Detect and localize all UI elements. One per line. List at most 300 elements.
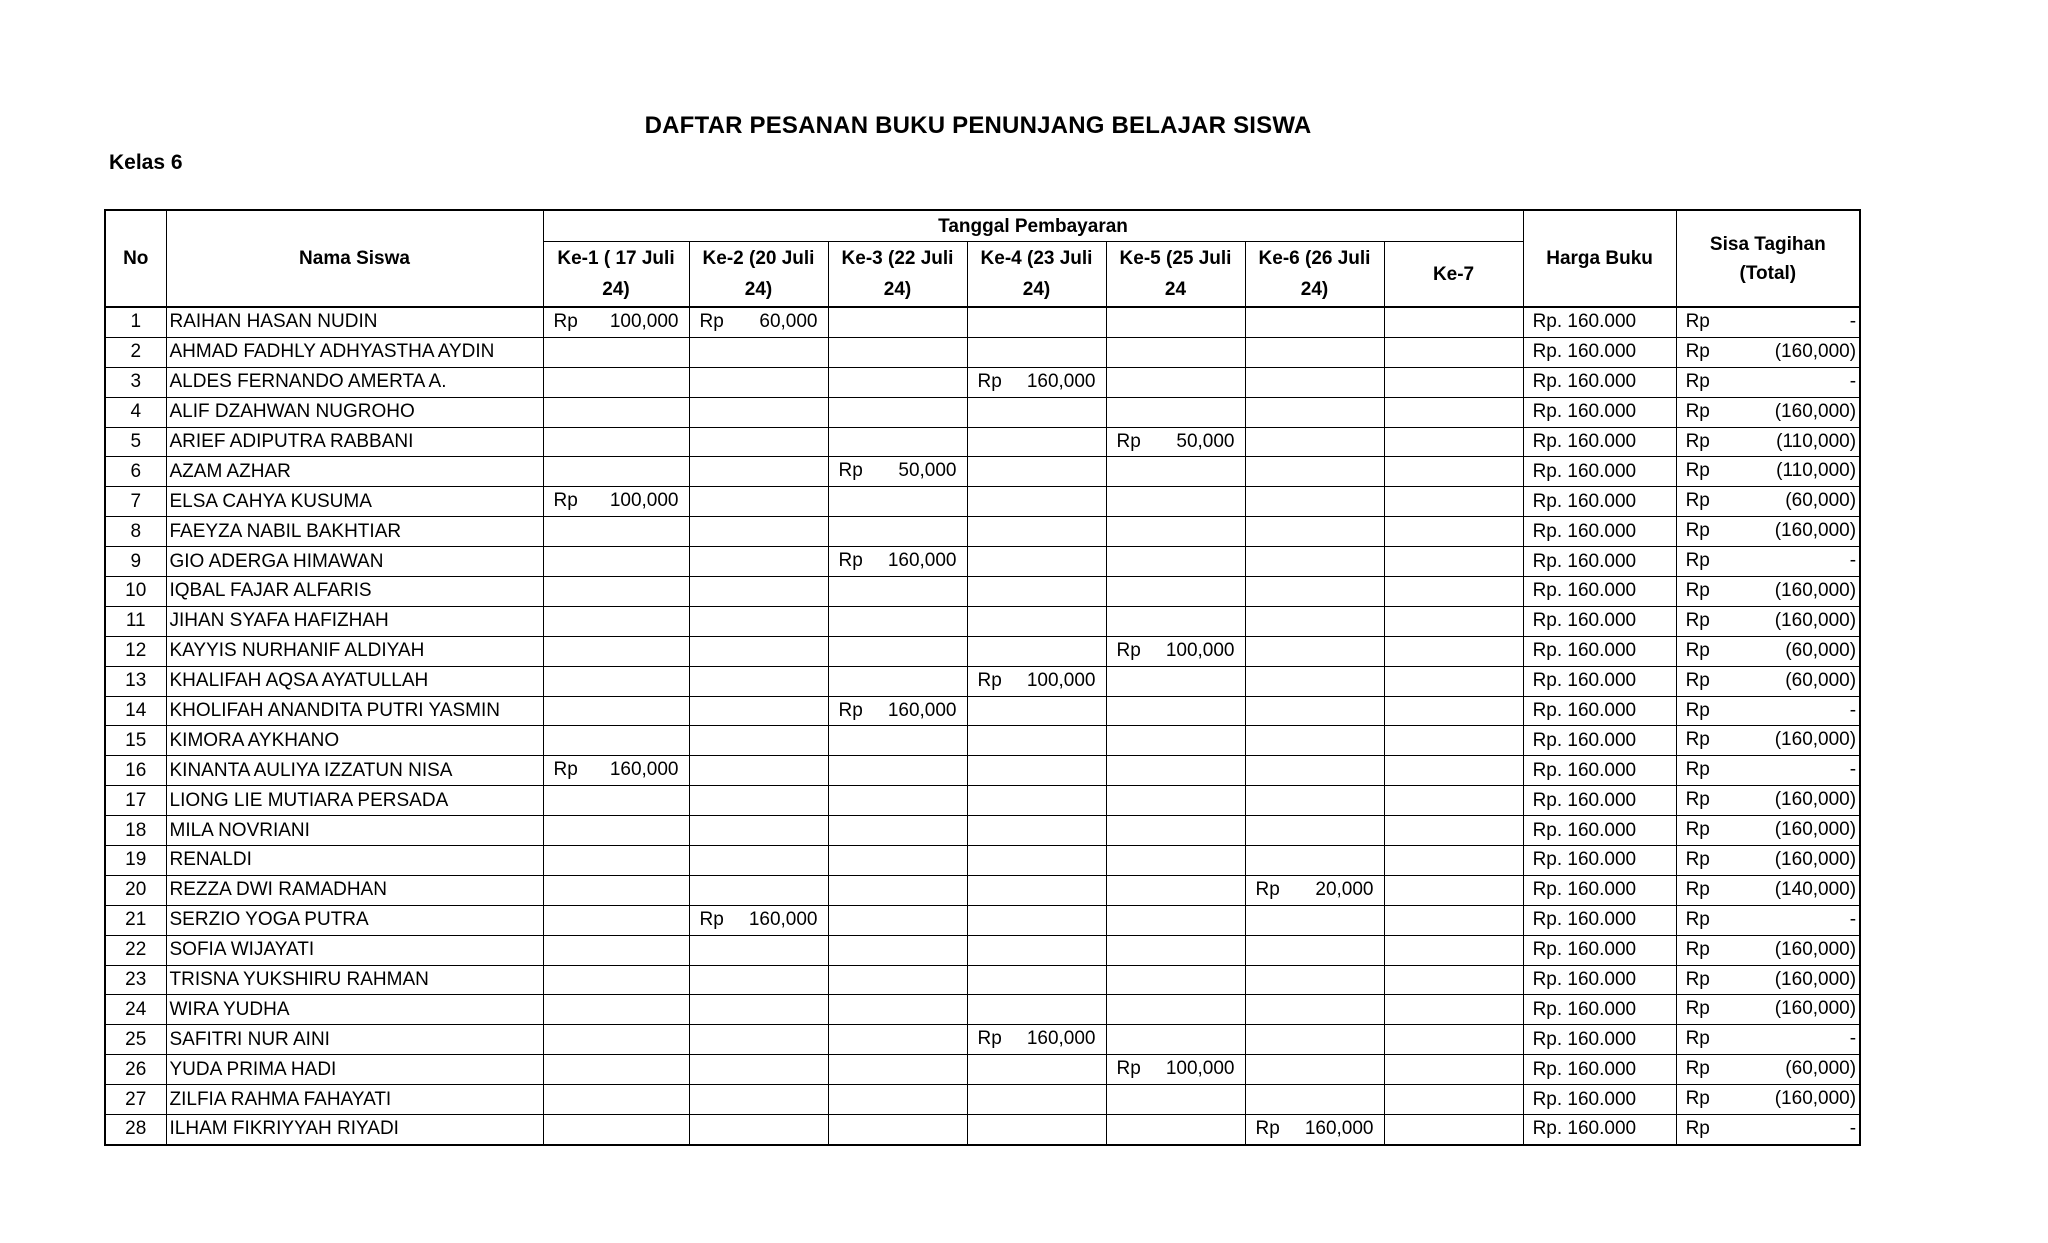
- cell-sisa-tagihan: [1676, 457, 1860, 487]
- table-row: [105, 875, 1860, 905]
- cell-payment-6: [1245, 547, 1384, 577]
- cell-no: 4: [105, 397, 166, 427]
- cell-no: 21: [105, 905, 166, 935]
- cell-no: 1: [105, 307, 166, 337]
- cell-payment-2: [689, 547, 828, 577]
- table-row: [105, 517, 1860, 547]
- currency-label: Rp: [1685, 1118, 1710, 1140]
- cell-no: 12: [105, 636, 166, 666]
- payment-amount: 160,000: [748, 908, 818, 930]
- cell-no: 3: [105, 367, 166, 397]
- cell-payment-3: [828, 577, 967, 607]
- cell-payment-3: [828, 666, 967, 696]
- cell-payment-4: [967, 756, 1106, 786]
- currency-label: Rp: [1685, 340, 1710, 362]
- table-row: [105, 816, 1860, 846]
- cell-payment-1: [543, 1055, 689, 1085]
- cell-payment-6: [1245, 577, 1384, 607]
- cell-harga-buku: Rp. 160.000: [1523, 816, 1676, 846]
- payment-amount: 100,000: [1026, 669, 1096, 691]
- cell-payment-1: [543, 935, 689, 965]
- table-row: [105, 427, 1860, 457]
- cell-student-name: ZILFIA RAHMA FAHAYATI: [166, 1085, 543, 1115]
- sisa-amount: (160,000): [1774, 609, 1857, 631]
- cell-payment-3: [828, 726, 967, 756]
- cell-payment-6: [1245, 756, 1384, 786]
- header-payment-3-line1: Ke-3 (22 Juli: [841, 248, 954, 269]
- cell-payment-7: [1384, 995, 1523, 1025]
- table-body: [105, 307, 1860, 1145]
- payment-amount: 20,000: [1315, 878, 1374, 900]
- payment-amount: 50,000: [1176, 430, 1235, 452]
- table-row: [105, 397, 1860, 427]
- cell-sisa-tagihan: [1676, 935, 1860, 965]
- cell-payment-4: [967, 965, 1106, 995]
- cell-student-name: RENALDI: [166, 846, 543, 876]
- currency-label: Rp: [1685, 550, 1710, 572]
- cell-sisa-tagihan: [1676, 1055, 1860, 1085]
- cell-payment-1: [543, 547, 689, 577]
- cell-payment-6: [1245, 726, 1384, 756]
- table-row: [105, 726, 1860, 756]
- cell-no: 6: [105, 457, 166, 487]
- cell-student-name: GIO ADERGA HIMAWAN: [166, 547, 543, 577]
- cell-payment-6: [1245, 457, 1384, 487]
- cell-payment-1: [543, 786, 689, 816]
- cell-payment-2: [689, 367, 828, 397]
- cell-payment-2: [689, 696, 828, 726]
- currency-label: Rp: [1685, 759, 1710, 781]
- cell-payment-4: [967, 726, 1106, 756]
- cell-no: 19: [105, 846, 166, 876]
- currency-label: Rp: [1685, 460, 1710, 482]
- cell-payment-5: [1106, 1085, 1245, 1115]
- header-nama-siswa: Nama Siswa: [166, 210, 543, 307]
- payment-amount: 160,000: [1026, 1028, 1096, 1050]
- cell-payment-7: [1384, 846, 1523, 876]
- header-payment-4-line2: 24): [1022, 279, 1051, 300]
- cell-payment-2: [689, 1115, 828, 1145]
- cell-payment-2: [689, 846, 828, 876]
- cell-payment-7: [1384, 905, 1523, 935]
- header-sisa-line2: (Total): [1739, 262, 1797, 284]
- cell-payment-4: [967, 666, 1106, 696]
- cell-payment-7: [1384, 427, 1523, 457]
- currency-label: Rp: [1685, 311, 1710, 332]
- cell-payment-4: [967, 337, 1106, 367]
- sisa-amount: -: [1849, 550, 1857, 572]
- cell-student-name: JIHAN SYAFA HAFIZHAH: [166, 606, 543, 636]
- cell-payment-7: [1384, 756, 1523, 786]
- cell-sisa-tagihan: [1676, 606, 1860, 636]
- cell-payment-6: [1245, 367, 1384, 397]
- table-row: [105, 905, 1860, 935]
- cell-payment-5: [1106, 367, 1245, 397]
- currency-label: Rp: [1685, 1028, 1710, 1050]
- cell-payment-6: [1245, 636, 1384, 666]
- currency-label: Rp: [1255, 1118, 1280, 1140]
- sisa-amount: -: [1849, 759, 1857, 781]
- cell-payment-3: [828, 816, 967, 846]
- cell-payment-5: [1106, 965, 1245, 995]
- cell-payment-7: [1384, 935, 1523, 965]
- cell-payment-3: [828, 337, 967, 367]
- payment-amount: 160,000: [1026, 370, 1096, 392]
- cell-no: 20: [105, 875, 166, 905]
- header-sisa-tagihan: [1676, 210, 1860, 307]
- currency-label: Rp: [1116, 639, 1141, 661]
- table-row: [105, 1025, 1860, 1055]
- currency-label: Rp: [1685, 609, 1710, 631]
- cell-payment-5: [1106, 875, 1245, 905]
- table-row: [105, 457, 1860, 487]
- cell-payment-7: [1384, 577, 1523, 607]
- cell-sisa-tagihan: [1676, 846, 1860, 876]
- currency-label: Rp: [1685, 908, 1710, 930]
- payment-amount: 100,000: [1165, 639, 1235, 661]
- cell-harga-buku: Rp. 160.000: [1523, 397, 1676, 427]
- table-row: [105, 935, 1860, 965]
- cell-payment-6: [1245, 1025, 1384, 1055]
- cell-payment-4: [967, 457, 1106, 487]
- header-payment-3-line2: 24): [883, 279, 912, 300]
- cell-payment-4: [967, 696, 1106, 726]
- cell-payment-7: [1384, 1055, 1523, 1085]
- cell-payment-5: [1106, 307, 1245, 337]
- sisa-amount: (160,000): [1774, 938, 1857, 960]
- cell-no: 15: [105, 726, 166, 756]
- sisa-amount: (60,000): [1785, 490, 1857, 512]
- cell-no: 25: [105, 1025, 166, 1055]
- header-harga-buku: Harga Buku: [1523, 210, 1676, 307]
- sisa-amount: (160,000): [1774, 729, 1857, 751]
- cell-payment-4: [967, 427, 1106, 457]
- cell-payment-5: [1106, 935, 1245, 965]
- cell-payment-2: [689, 307, 828, 337]
- cell-harga-buku: Rp. 160.000: [1523, 337, 1676, 367]
- header-payment-5-line2: 24: [1164, 279, 1187, 300]
- cell-payment-2: [689, 995, 828, 1025]
- currency-label: Rp: [977, 370, 1002, 392]
- payment-amount: 160,000: [1304, 1118, 1374, 1140]
- book-order-table: [104, 209, 1861, 1146]
- cell-no: 23: [105, 965, 166, 995]
- table-row: [105, 487, 1860, 517]
- header-no: No: [105, 210, 166, 307]
- cell-student-name: MILA NOVRIANI: [166, 816, 543, 846]
- cell-payment-3: [828, 786, 967, 816]
- cell-payment-2: [689, 397, 828, 427]
- cell-student-name: TRISNA YUKSHIRU RAHMAN: [166, 965, 543, 995]
- cell-payment-1: [543, 397, 689, 427]
- cell-payment-2: [689, 636, 828, 666]
- currency-label: Rp: [977, 669, 1002, 691]
- cell-payment-3: [828, 905, 967, 935]
- payment-amount: 100,000: [609, 490, 679, 512]
- cell-payment-1: [543, 1115, 689, 1145]
- cell-student-name: ARIEF ADIPUTRA RABBANI: [166, 427, 543, 457]
- cell-payment-3: [828, 846, 967, 876]
- cell-harga-buku: Rp. 160.000: [1523, 1025, 1676, 1055]
- cell-payment-7: [1384, 606, 1523, 636]
- cell-payment-4: [967, 995, 1106, 1025]
- cell-payment-5: [1106, 457, 1245, 487]
- cell-payment-3: [828, 636, 967, 666]
- cell-no: 22: [105, 935, 166, 965]
- cell-harga-buku: Rp. 160.000: [1523, 1115, 1676, 1145]
- cell-payment-3: [828, 397, 967, 427]
- cell-payment-2: [689, 905, 828, 935]
- cell-payment-1: [543, 517, 689, 547]
- currency-label: Rp: [1685, 430, 1710, 452]
- cell-payment-5: [1106, 846, 1245, 876]
- cell-no: 28: [105, 1115, 166, 1145]
- cell-sisa-tagihan: [1676, 816, 1860, 846]
- sisa-amount: -: [1849, 908, 1857, 930]
- sisa-amount: (110,000): [1776, 430, 1857, 452]
- cell-payment-3: [828, 457, 967, 487]
- cell-no: 16: [105, 756, 166, 786]
- cell-student-name: SERZIO YOGA PUTRA: [166, 905, 543, 935]
- cell-sisa-tagihan: [1676, 756, 1860, 786]
- header-payment-3: [828, 242, 967, 308]
- header-tanggal-pembayaran: Tanggal Pembayaran: [543, 210, 1523, 242]
- cell-payment-2: [689, 816, 828, 846]
- currency-label: Rp: [553, 490, 578, 512]
- cell-payment-2: [689, 427, 828, 457]
- cell-sisa-tagihan: [1676, 905, 1860, 935]
- cell-student-name: SAFITRI NUR AINI: [166, 1025, 543, 1055]
- cell-sisa-tagihan: [1676, 1085, 1860, 1115]
- sisa-amount: (60,000): [1785, 1058, 1857, 1080]
- sisa-amount: (160,000): [1774, 580, 1857, 602]
- cell-student-name: LIONG LIE MUTIARA PERSADA: [166, 786, 543, 816]
- cell-payment-6: [1245, 517, 1384, 547]
- table-row: [105, 1115, 1860, 1145]
- cell-sisa-tagihan: [1676, 1115, 1860, 1145]
- sisa-amount: -: [1849, 699, 1857, 721]
- cell-payment-3: [828, 427, 967, 457]
- cell-payment-1: [543, 487, 689, 517]
- currency-label: Rp: [1255, 878, 1280, 900]
- cell-payment-7: [1384, 696, 1523, 726]
- header-payment-6-line1: Ke-6 (26 Juli: [1258, 248, 1371, 269]
- cell-harga-buku: Rp. 160.000: [1523, 905, 1676, 935]
- table-row: [105, 606, 1860, 636]
- currency-label: Rp: [1685, 1058, 1710, 1080]
- cell-no: 8: [105, 517, 166, 547]
- currency-label: Rp: [1685, 699, 1710, 721]
- sisa-amount: -: [1849, 311, 1857, 332]
- payment-amount: 50,000: [898, 460, 957, 482]
- cell-payment-2: [689, 487, 828, 517]
- cell-payment-7: [1384, 1025, 1523, 1055]
- cell-sisa-tagihan: [1676, 487, 1860, 517]
- cell-payment-1: [543, 337, 689, 367]
- cell-payment-4: [967, 1055, 1106, 1085]
- table-row: [105, 995, 1860, 1025]
- header-payment-4: [967, 242, 1106, 308]
- cell-payment-3: [828, 606, 967, 636]
- header-payment-1-line1: Ke-1 ( 17 Juli: [557, 248, 675, 269]
- currency-label: Rp: [553, 759, 578, 781]
- cell-payment-4: [967, 1025, 1106, 1055]
- sisa-amount: (160,000): [1774, 819, 1857, 841]
- cell-student-name: KAYYIS NURHANIF ALDIYAH: [166, 636, 543, 666]
- cell-sisa-tagihan: [1676, 427, 1860, 457]
- cell-sisa-tagihan: [1676, 995, 1860, 1025]
- sisa-amount: (60,000): [1785, 669, 1857, 691]
- currency-label: Rp: [553, 311, 578, 332]
- header-payment-1-line2: 24): [602, 279, 630, 300]
- payment-amount: 160,000: [609, 759, 679, 781]
- cell-harga-buku: Rp. 160.000: [1523, 995, 1676, 1025]
- currency-label: Rp: [1685, 400, 1710, 422]
- header-payment-2-line1: Ke-2 (20 Juli: [702, 248, 815, 269]
- cell-payment-5: [1106, 1025, 1245, 1055]
- currency-label: Rp: [1685, 849, 1710, 871]
- cell-sisa-tagihan: [1676, 1025, 1860, 1055]
- cell-payment-4: [967, 1085, 1106, 1115]
- cell-payment-2: [689, 965, 828, 995]
- cell-harga-buku: Rp. 160.000: [1523, 606, 1676, 636]
- cell-payment-3: [828, 1025, 967, 1055]
- cell-harga-buku: Rp. 160.000: [1523, 1085, 1676, 1115]
- currency-label: Rp: [838, 550, 863, 572]
- cell-student-name: KINANTA AULIYA IZZATUN NISA: [166, 756, 543, 786]
- sisa-amount: (160,000): [1774, 340, 1857, 362]
- cell-payment-6: [1245, 1085, 1384, 1115]
- cell-payment-7: [1384, 367, 1523, 397]
- table-row: [105, 965, 1860, 995]
- cell-student-name: SOFIA WIJAYATI: [166, 935, 543, 965]
- cell-harga-buku: Rp. 160.000: [1523, 875, 1676, 905]
- cell-payment-6: [1245, 816, 1384, 846]
- cell-payment-3: [828, 935, 967, 965]
- cell-payment-6: [1245, 696, 1384, 726]
- cell-student-name: AZAM AZHAR: [166, 457, 543, 487]
- cell-payment-6: [1245, 905, 1384, 935]
- cell-harga-buku: Rp. 160.000: [1523, 726, 1676, 756]
- cell-payment-2: [689, 935, 828, 965]
- cell-payment-1: [543, 846, 689, 876]
- table-row: [105, 1085, 1860, 1115]
- cell-payment-4: [967, 397, 1106, 427]
- cell-sisa-tagihan: [1676, 307, 1860, 337]
- cell-payment-1: [543, 905, 689, 935]
- cell-payment-7: [1384, 1115, 1523, 1145]
- cell-payment-6: [1245, 995, 1384, 1025]
- table-row: [105, 1055, 1860, 1085]
- payment-amount: 100,000: [1165, 1058, 1235, 1080]
- cell-payment-1: [543, 307, 689, 337]
- currency-label: Rp: [977, 1028, 1002, 1050]
- sisa-amount: (160,000): [1774, 789, 1857, 811]
- header-sisa-line1: Sisa Tagihan: [1709, 233, 1826, 255]
- table-row: [105, 337, 1860, 367]
- currency-label: Rp: [699, 908, 724, 930]
- cell-student-name: IQBAL FAJAR ALFARIS: [166, 577, 543, 607]
- header-payment-2-line2: 24): [744, 279, 773, 300]
- cell-payment-7: [1384, 1085, 1523, 1115]
- cell-payment-1: [543, 696, 689, 726]
- cell-payment-6: [1245, 1115, 1384, 1145]
- cell-payment-7: [1384, 875, 1523, 905]
- currency-label: Rp: [838, 699, 863, 721]
- cell-payment-2: [689, 666, 828, 696]
- cell-payment-6: [1245, 1055, 1384, 1085]
- cell-payment-2: [689, 517, 828, 547]
- payment-amount: 100,000: [609, 311, 679, 332]
- cell-student-name: ILHAM FIKRIYYAH RIYADI: [166, 1115, 543, 1145]
- sisa-amount: (160,000): [1774, 1088, 1857, 1110]
- cell-payment-4: [967, 816, 1106, 846]
- header-payment-1: [543, 242, 689, 308]
- cell-payment-4: [967, 636, 1106, 666]
- cell-harga-buku: Rp. 160.000: [1523, 965, 1676, 995]
- currency-label: Rp: [1685, 789, 1710, 811]
- cell-sisa-tagihan: [1676, 517, 1860, 547]
- table-row: [105, 786, 1860, 816]
- cell-no: 7: [105, 487, 166, 517]
- cell-payment-1: [543, 1025, 689, 1055]
- cell-payment-5: [1106, 756, 1245, 786]
- cell-payment-7: [1384, 666, 1523, 696]
- table-row: [105, 547, 1860, 577]
- cell-payment-7: [1384, 786, 1523, 816]
- header-payment-6: [1245, 242, 1384, 308]
- sisa-amount: (160,000): [1774, 849, 1857, 871]
- cell-payment-2: [689, 726, 828, 756]
- sisa-amount: -: [1849, 370, 1857, 392]
- sisa-amount: (160,000): [1774, 520, 1857, 542]
- cell-harga-buku: Rp. 160.000: [1523, 786, 1676, 816]
- cell-payment-4: [967, 935, 1106, 965]
- table-row: [105, 577, 1860, 607]
- currency-label: Rp: [1685, 878, 1710, 900]
- cell-student-name: YUDA PRIMA HADI: [166, 1055, 543, 1085]
- currency-label: Rp: [1685, 729, 1710, 751]
- cell-harga-buku: Rp. 160.000: [1523, 666, 1676, 696]
- cell-payment-5: [1106, 517, 1245, 547]
- cell-payment-2: [689, 1025, 828, 1055]
- cell-harga-buku: Rp. 160.000: [1523, 577, 1676, 607]
- cell-payment-4: [967, 517, 1106, 547]
- cell-payment-3: [828, 756, 967, 786]
- cell-payment-6: [1245, 397, 1384, 427]
- cell-payment-1: [543, 995, 689, 1025]
- cell-payment-1: [543, 875, 689, 905]
- cell-payment-4: [967, 846, 1106, 876]
- currency-label: Rp: [1685, 370, 1710, 392]
- currency-label: Rp: [1685, 580, 1710, 602]
- table-row: [105, 696, 1860, 726]
- cell-payment-7: [1384, 307, 1523, 337]
- currency-label: Rp: [1685, 998, 1710, 1020]
- cell-no: 11: [105, 606, 166, 636]
- cell-sisa-tagihan: [1676, 666, 1860, 696]
- currency-label: Rp: [1685, 968, 1710, 990]
- cell-payment-6: [1245, 935, 1384, 965]
- cell-payment-3: [828, 1055, 967, 1085]
- currency-label: Rp: [1116, 1058, 1141, 1080]
- sisa-amount: (160,000): [1774, 968, 1857, 990]
- cell-payment-6: [1245, 427, 1384, 457]
- cell-payment-5: [1106, 666, 1245, 696]
- cell-sisa-tagihan: [1676, 965, 1860, 995]
- currency-label: Rp: [1685, 520, 1710, 542]
- cell-payment-1: [543, 427, 689, 457]
